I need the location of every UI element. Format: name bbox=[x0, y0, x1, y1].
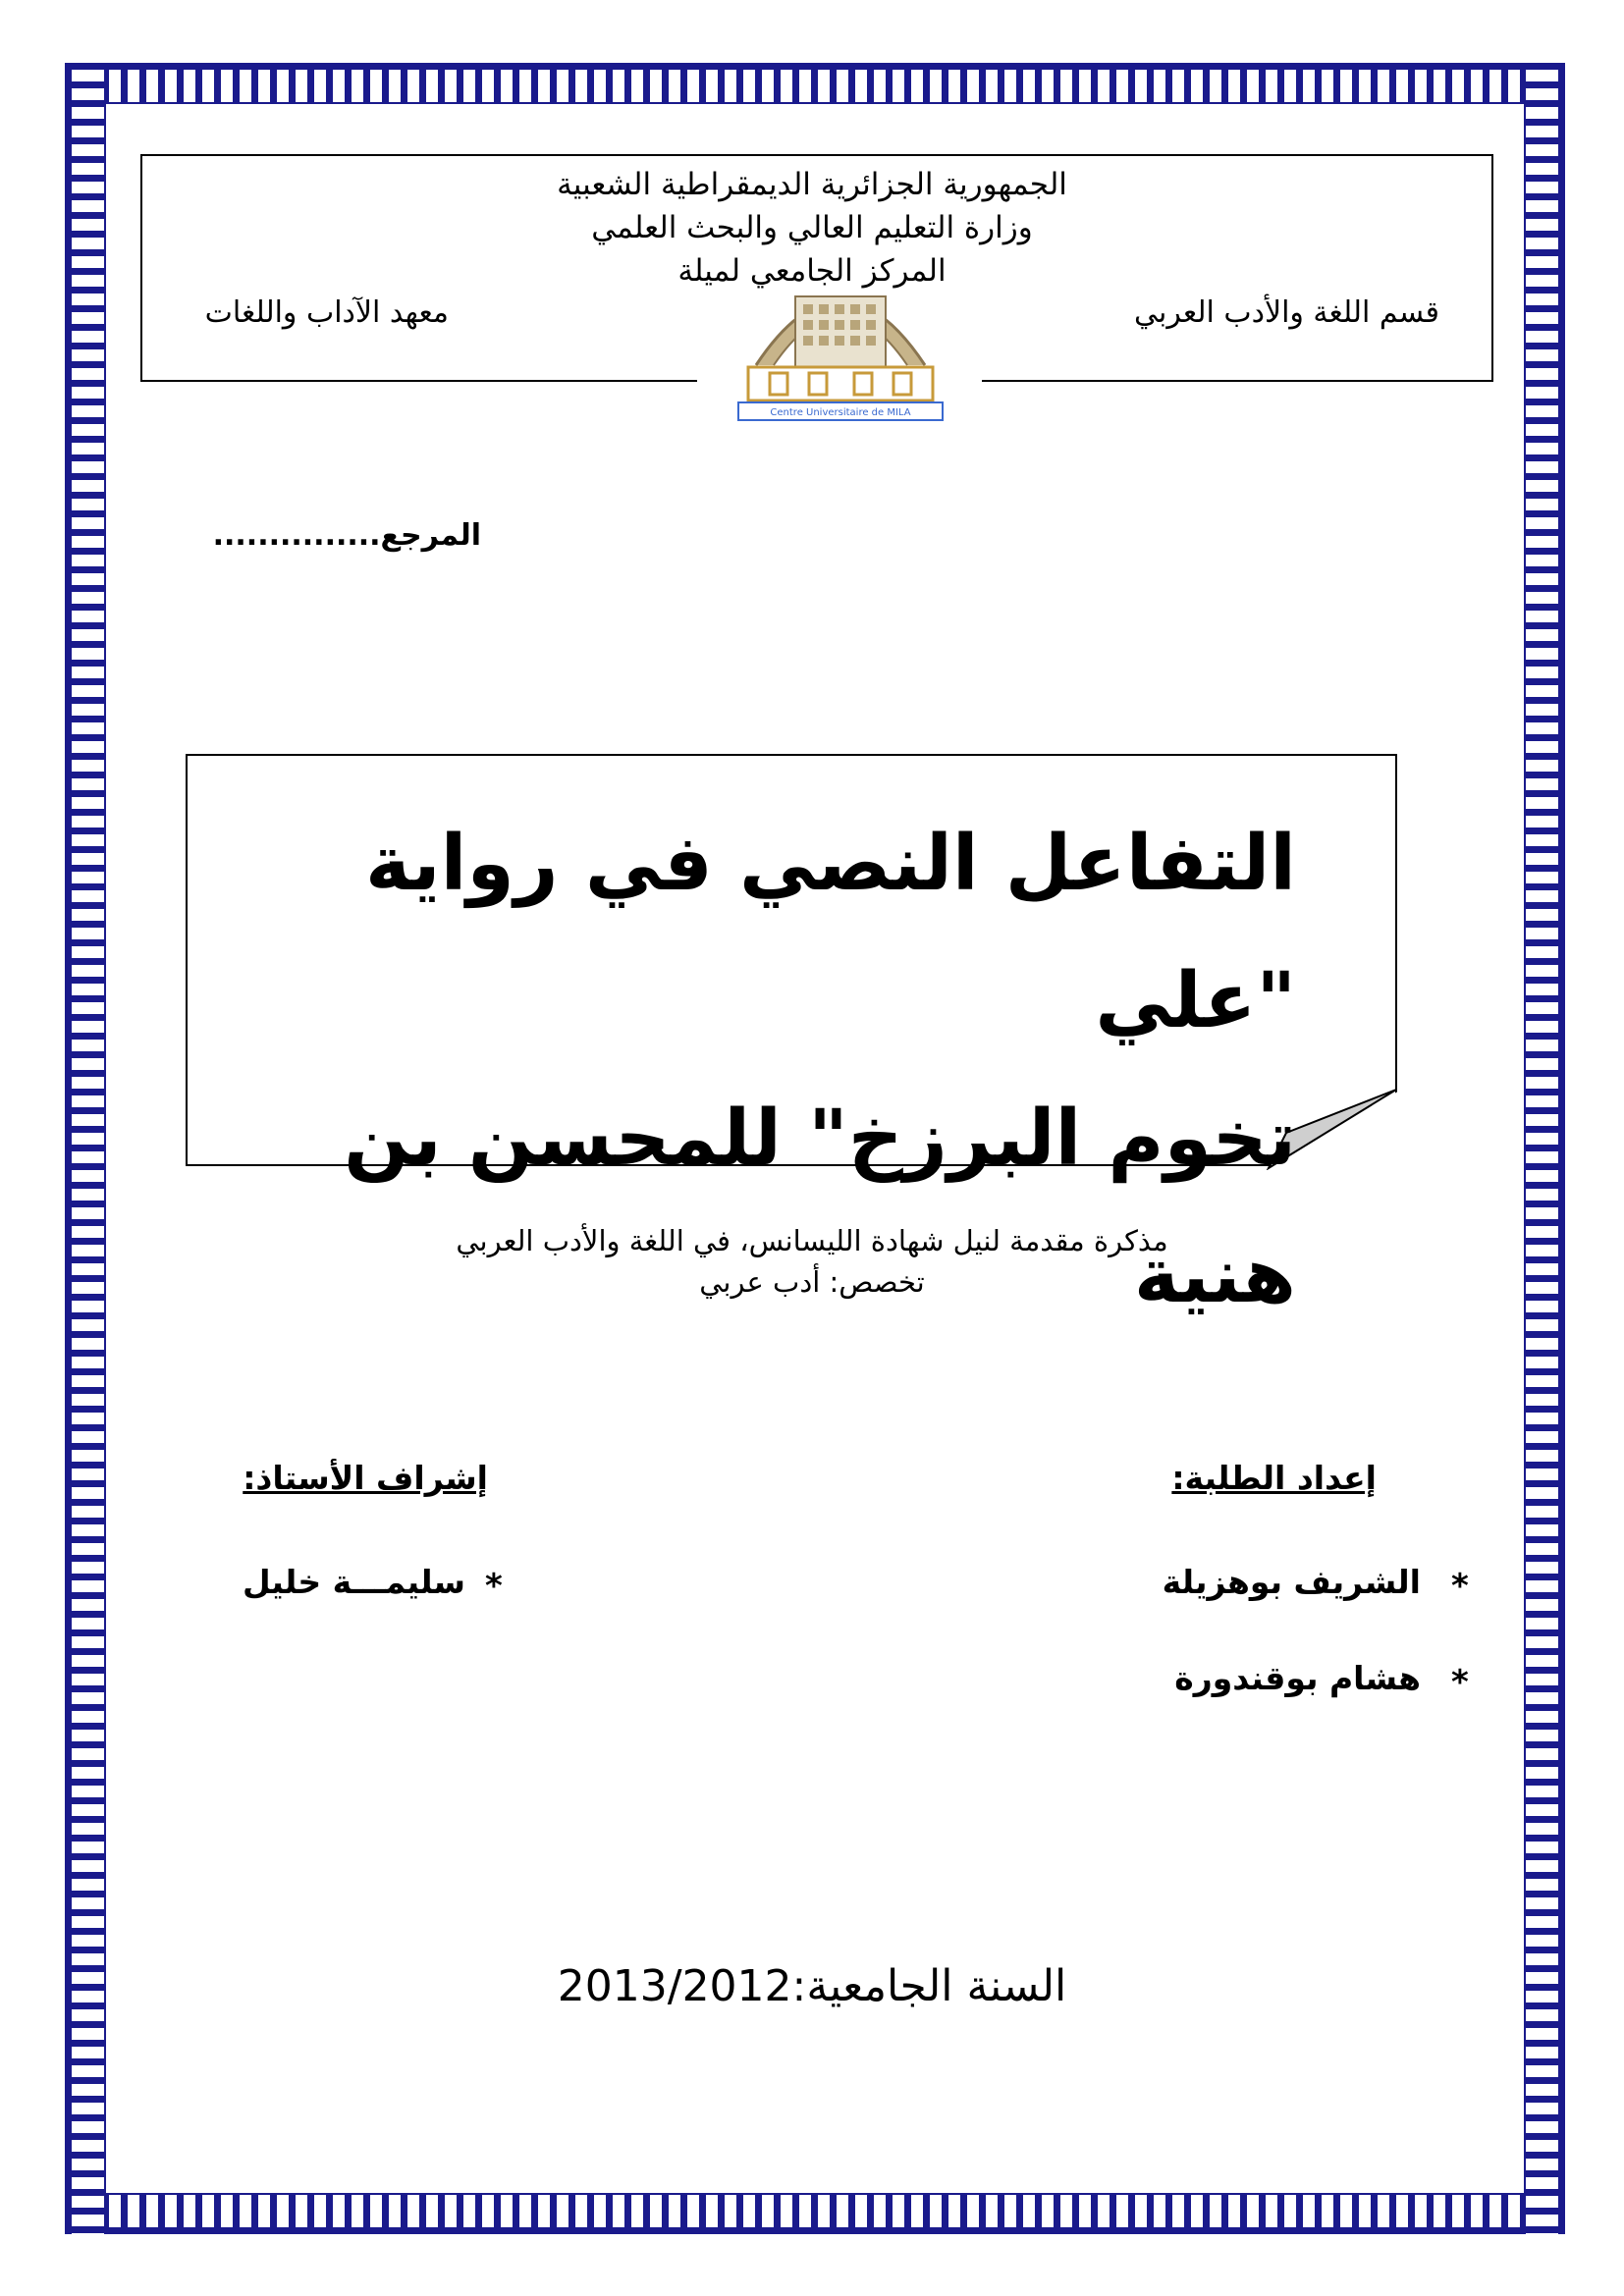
thesis-title bbox=[236, 795, 1296, 1345]
header-center: المركز الجامعي لميلة bbox=[677, 253, 947, 289]
page-border-bottom bbox=[65, 2195, 1565, 2234]
title-line-2: تخوم البرزخ" للمحسن بن هنية bbox=[344, 1095, 1296, 1320]
header-department: قسم اللغة والأدب العربي bbox=[1133, 295, 1439, 330]
reference-field: المرجع............... bbox=[212, 518, 481, 553]
title-line-1: التفاعل النصي في رواية "علي bbox=[365, 820, 1296, 1045]
students-heading: إعداد الطلبة: bbox=[1171, 1459, 1377, 1497]
student-name-1: الشريف بوهزيلة bbox=[1162, 1563, 1421, 1601]
page-border-right bbox=[1526, 63, 1565, 2234]
bullet-star: * bbox=[485, 1567, 503, 1606]
header-ministry: وزارة التعليم العالي والبحث العلمي bbox=[591, 210, 1033, 245]
page-border-top bbox=[65, 63, 1565, 102]
bullet-star: * bbox=[1451, 1567, 1469, 1606]
university-logo bbox=[727, 257, 954, 422]
academic-year: السنة الجامعية:2013/2012 bbox=[557, 1961, 1067, 2011]
header-institute: معهد الآداب واللغات bbox=[204, 295, 449, 330]
bullet-star: * bbox=[1451, 1663, 1469, 1702]
thesis-specialty: تخصص: أدب عربي bbox=[699, 1265, 925, 1299]
supervisor-heading: إشراف الأستاذ: bbox=[243, 1459, 488, 1497]
student-name-2: هشام بوقندورة bbox=[1174, 1659, 1421, 1697]
supervisor-name: سليمـــة خليل bbox=[242, 1563, 465, 1601]
page-border-left bbox=[65, 63, 104, 2234]
logo-caption: Centre Universitaire de MILA bbox=[770, 407, 911, 418]
thesis-purpose: مذكرة مقدمة لنيل شهادة الليسانس، في اللغة والأدب العربي bbox=[456, 1224, 1168, 1257]
header-republic: الجمهورية الجزائرية الديمقراطية الشعبية bbox=[557, 167, 1067, 202]
